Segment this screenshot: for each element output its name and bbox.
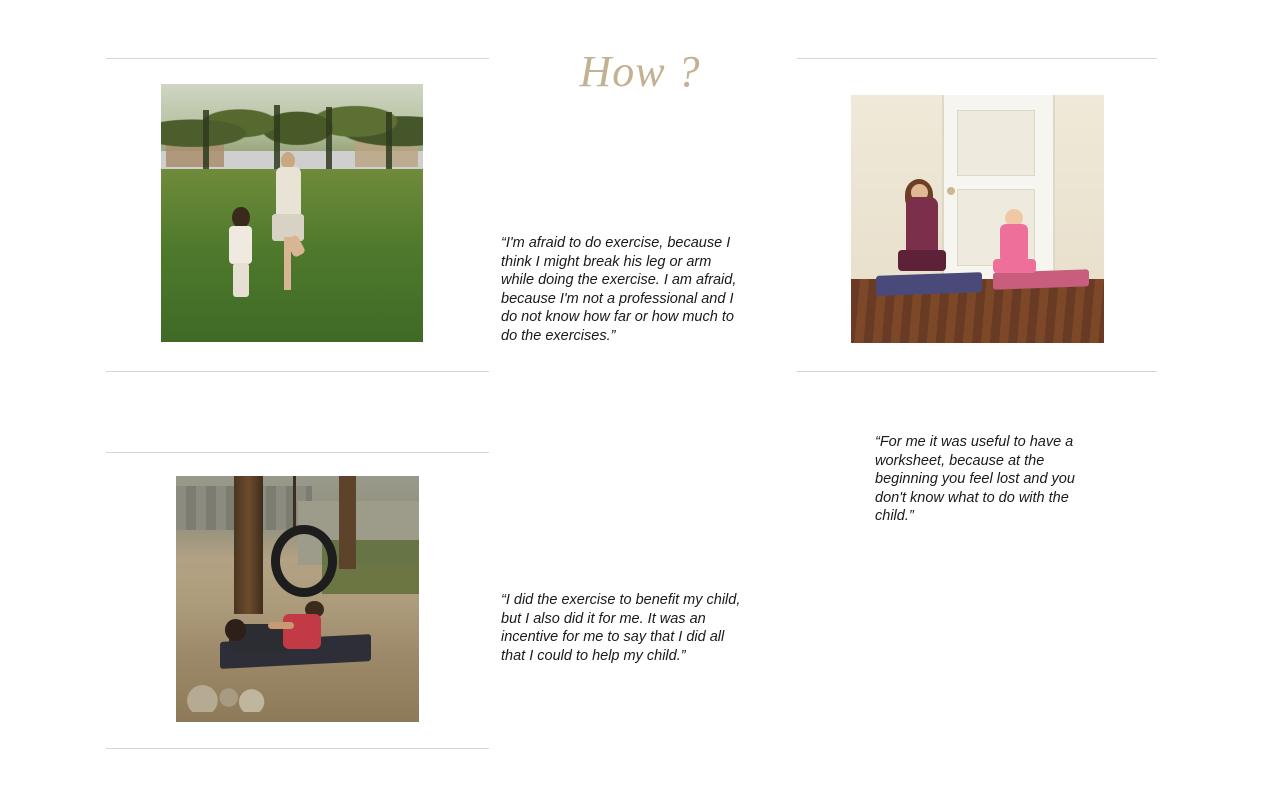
- indoor-woman-figure: [897, 184, 948, 278]
- quote-worksheet-useful: “For me it was useful to have a worksheet, because at the beginning you feel lost and you don't know what to do with the child.”: [875, 434, 1075, 524]
- swing-main-tree-trunk: [234, 476, 263, 614]
- swing-rope: [293, 476, 296, 530]
- photo-indoor-content: [851, 95, 1104, 343]
- park-child-shirt: [229, 226, 252, 263]
- divider-middle-left: [106, 371, 489, 372]
- photo-mother-toddler-park: [161, 84, 423, 342]
- tyre-swing-icon: [271, 525, 338, 597]
- indoor-girl-figure: [993, 209, 1036, 278]
- photo-mother-child-tyre-swing: [176, 476, 419, 722]
- photo-swing-content: [176, 476, 419, 722]
- divider-middle-right: [797, 371, 1157, 372]
- swing-background-tree: [339, 476, 356, 569]
- park-child-legs: [233, 263, 249, 298]
- swing-mother-top: [283, 614, 321, 650]
- quote-fear-of-exercise: “I'm afraid to do exercise, because I think I might break his leg or arm while doing the exercise. I am afraid, because I'm not a professional and I do not know how far or how much to do the exercises.”: [501, 235, 737, 344]
- indoor-woman-top: [906, 197, 938, 255]
- park-child-figure: [227, 218, 256, 301]
- park-mother-figure: [266, 167, 311, 291]
- swing-mother-figure: [268, 604, 331, 658]
- park-child-head: [232, 207, 249, 228]
- photo-park-content: [161, 84, 423, 342]
- divider-bottom-left: [106, 748, 489, 749]
- indoor-girl-top: [1000, 224, 1028, 263]
- indoor-girl-legs: [993, 259, 1036, 273]
- swing-stones: [186, 683, 269, 713]
- swing-child-head: [225, 619, 247, 641]
- page-title: How ?: [579, 47, 701, 96]
- indoor-door-knob: [947, 187, 955, 195]
- photo-woman-girl-indoors: [851, 95, 1104, 343]
- indoor-door-panel-upper: [957, 110, 1035, 176]
- swing-mother-arm: [268, 622, 293, 628]
- park-mother-torso: [276, 167, 301, 219]
- indoor-woman-legs: [898, 250, 947, 271]
- divider-lower-left: [106, 452, 489, 453]
- quote-benefit-my-child: “I did the exercise to benefit my child, but I also did it for me. It was an incentive for me to say that I did all that I could to help my child.”: [501, 592, 741, 664]
